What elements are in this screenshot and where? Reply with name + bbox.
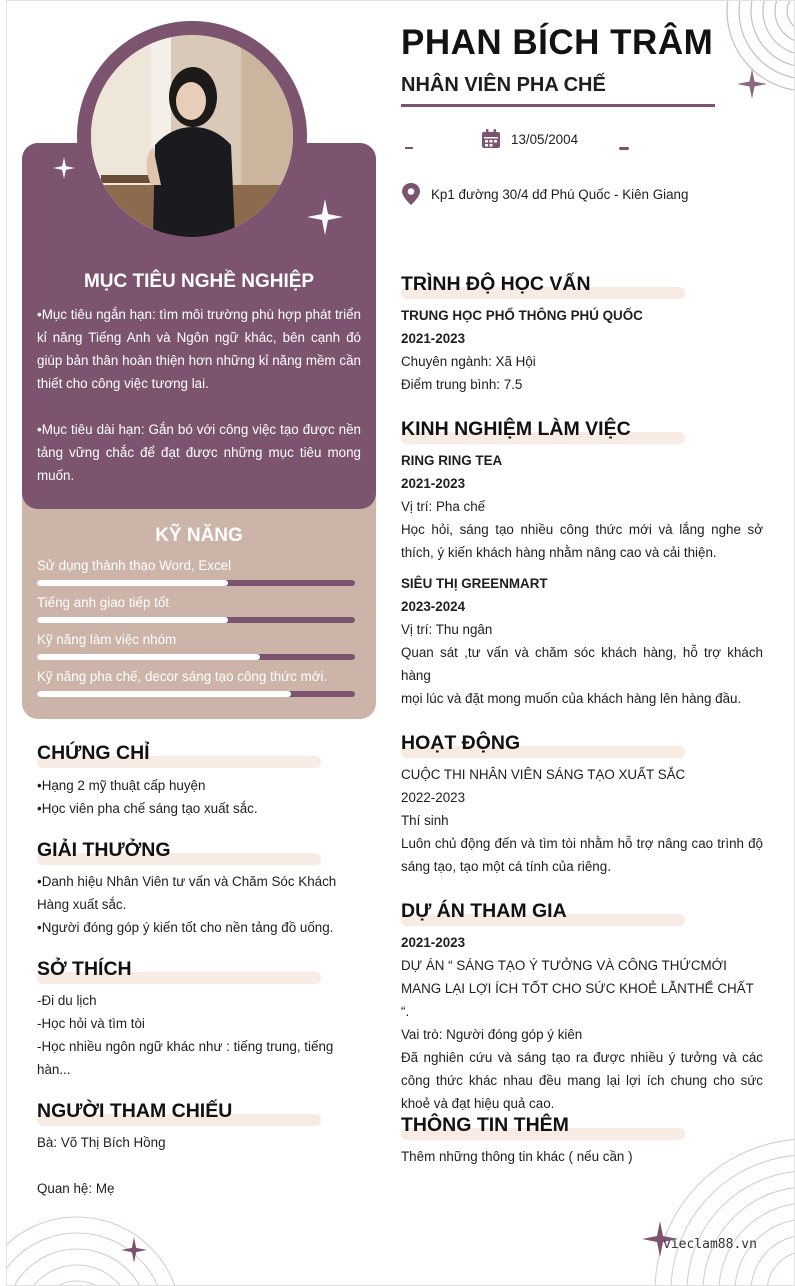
job-period: 2023-2024 — [401, 599, 466, 614]
education-block — [401, 304, 771, 396]
divider — [401, 104, 715, 107]
reference-relation: Quan hệ: Mẹ — [37, 1181, 115, 1196]
certificate-item: •Hạng 2 mỹ thuật cấp huyện — [37, 778, 206, 793]
skill-bar — [37, 617, 355, 623]
job-company: RING RING TEA — [401, 453, 503, 468]
project-name: DỰ ÁN “ SÁNG TẠO Ý TƯỞNG VÀ CÔNG THỨCMỚI MANG LẠI LỢI ÍCH TỐT CHO SỨC KHOẺ LẪNTHỂ CHẤT “. — [401, 958, 754, 1019]
awards-heading: GIẢI THƯỞNG — [37, 839, 171, 862]
reference-name: Bà: Võ Thị Bích Hồng — [37, 1135, 166, 1150]
skill-bar-fill — [37, 580, 228, 586]
skill-label: Sử dụng thành thạo Word, Excel — [37, 558, 232, 573]
awards-list — [37, 870, 367, 939]
objective-long-term: •Mục tiêu dài hạn: Gắn bó với công việc tạo được nền tảng vững chắc để đạt được những mục tiêu mong muốn. — [37, 422, 361, 483]
dob-value: 13/05/2004 — [511, 131, 579, 147]
skill-bar-fill — [37, 617, 228, 623]
skill-item — [37, 632, 355, 660]
skill-bar-fill — [37, 691, 291, 697]
masked-contact-fragment — [405, 147, 413, 149]
certificates-heading: CHỨNG CHỈ — [37, 742, 150, 765]
certificate-item: •Học viên pha chế sáng tạo xuất sắc. — [37, 801, 258, 816]
education-gpa: Điểm trung bình: 7.5 — [401, 377, 523, 392]
skills-title: KỸ NĂNG — [155, 525, 243, 546]
job-description: Học hỏi, sáng tạo nhiều công thức mới và lắng nghe sở thích, ý kiến khách hàng nhằm nâng cao và cải thiện. — [401, 522, 763, 560]
objective-title: MỤC TIÊU NGHỀ NGHIỆP — [83, 271, 315, 292]
skill-label: Kỹ năng làm việc nhóm — [37, 632, 177, 647]
watermark: vieclam88.vn — [663, 1237, 757, 1252]
sparkle-icon — [121, 1237, 147, 1263]
sparkle-icon — [737, 69, 767, 99]
education-period: 2021-2023 — [401, 331, 466, 346]
education-heading: TRÌNH ĐỘ HỌC VẤN — [401, 273, 591, 296]
sparkle-icon — [307, 199, 343, 235]
education-major: Chuyên ngành: Xã Hội — [401, 354, 536, 369]
activity-period: 2022-2023 — [401, 790, 466, 805]
hobby-item: -Học hỏi và tìm tòi — [37, 1016, 145, 1031]
reference-heading: NGƯỜI THAM CHIẾU — [37, 1100, 232, 1123]
job-position: Vị trí: Thu ngân — [401, 622, 493, 637]
address-value: Kp1 đường 30/4 dđ Phú Quốc - Kiên Giang — [431, 186, 689, 202]
skill-bar — [37, 691, 355, 697]
candidate-name: PHAN BÍCH TRÂM — [401, 23, 714, 62]
award-item: •Danh hiệu Nhân Viên tư vấn và Chăm Sóc Khách — [37, 874, 337, 889]
decorative-arcs-bottom-left — [7, 1211, 187, 1286]
school-name: TRUNG HỌC PHỔ THÔNG PHÚ QUỐC — [401, 308, 643, 323]
activity-description: Luôn chủ động đến và tìm tòi nhằm hỗ trợ nâng cao trình độ sáng tạo, tạo một cá tính của riêng. — [401, 836, 763, 874]
skill-bar-fill — [37, 654, 260, 660]
skill-label: Tiếng anh giao tiếp tốt — [37, 595, 170, 610]
job-period: 2021-2023 — [401, 476, 466, 491]
award-item: •Người đóng góp ý kiến tốt cho nền tảng đồ uống. — [37, 920, 334, 935]
certificates-list — [37, 774, 357, 820]
hobbies-heading: SỞ THÍCH — [37, 958, 132, 981]
job-description-line-2: mọi lúc và đặt mong muốn của khách hàng lên hàng đầu. — [401, 691, 742, 706]
activity-role: Thí sinh — [401, 813, 449, 828]
projects-heading: DỰ ÁN THAM GIA — [401, 900, 567, 923]
skill-item — [37, 595, 355, 623]
candidate-role: NHÂN VIÊN PHA CHẾ — [401, 74, 606, 96]
job-position: Vị trí: Pha chế — [401, 499, 486, 514]
profile-photo — [91, 35, 293, 237]
skill-item — [37, 669, 355, 697]
hobbies-list — [37, 989, 367, 1081]
skill-label: Kỹ năng pha chế, decor sáng tạo công thức mới. — [37, 669, 328, 684]
award-item: Hàng xuất sắc. — [37, 897, 127, 912]
activities-heading: HOẠT ĐỘNG — [401, 732, 520, 755]
project-item — [401, 931, 763, 1115]
cv-page — [6, 0, 795, 1286]
hobby-item: hàn... — [37, 1062, 71, 1077]
job-item — [401, 449, 763, 564]
experience-heading: KINH NGHIỆM LÀM VIỆC — [401, 418, 631, 441]
skill-item — [37, 558, 355, 586]
job-company: SIÊU THỊ GREENMART — [401, 576, 548, 591]
job-description: Quan sát ,tư vấn và chăm sóc khách hàng, hỗ trợ khách hàng — [401, 645, 763, 683]
calendar-icon — [481, 129, 501, 149]
activity-name: CUỘC THI NHÂN VIÊN SÁNG TẠO XUẤT SẮC — [401, 767, 686, 782]
objective-short-term: •Mục tiêu ngắn hạn: tìm môi trường phù hợp phát triển kỉ năng Tiếng Anh và Ngôn ngữ khác, bên cạnh đó giúp bản thân hoàn thiện hơn những kỉ năng mềm cần thiết cho công việc tương lai. — [37, 307, 361, 391]
location-pin-icon — [401, 183, 421, 205]
hobby-item: -Học nhiều ngôn ngữ khác như : tiếng trung, tiếng — [37, 1039, 334, 1054]
skill-bar — [37, 580, 355, 586]
project-role: Vai trò: Người đóng góp ý kiên — [401, 1027, 583, 1042]
skill-bar — [37, 654, 355, 660]
more-info-heading: THÔNG TIN THÊM — [401, 1114, 569, 1137]
contact-dob — [481, 129, 578, 149]
more-info-text: Thêm những thông tin khác ( nếu cần ) — [401, 1149, 633, 1164]
contact-address — [401, 183, 688, 205]
activity-item — [401, 763, 763, 878]
hobby-item: -Đi du lịch — [37, 993, 97, 1008]
sparkle-icon — [53, 157, 75, 179]
objective-text — [37, 303, 361, 510]
job-item — [401, 572, 763, 710]
project-description: Đã nghiên cứu và sáng tạo ra được nhiều ý tưởng và các công thức khác nhau đều mang lại lợi ích chung cho sức khoẻ và đạt hiệu quả cao. — [401, 1050, 763, 1111]
masked-contact-fragment — [619, 147, 629, 150]
project-period: 2021-2023 — [401, 935, 466, 950]
